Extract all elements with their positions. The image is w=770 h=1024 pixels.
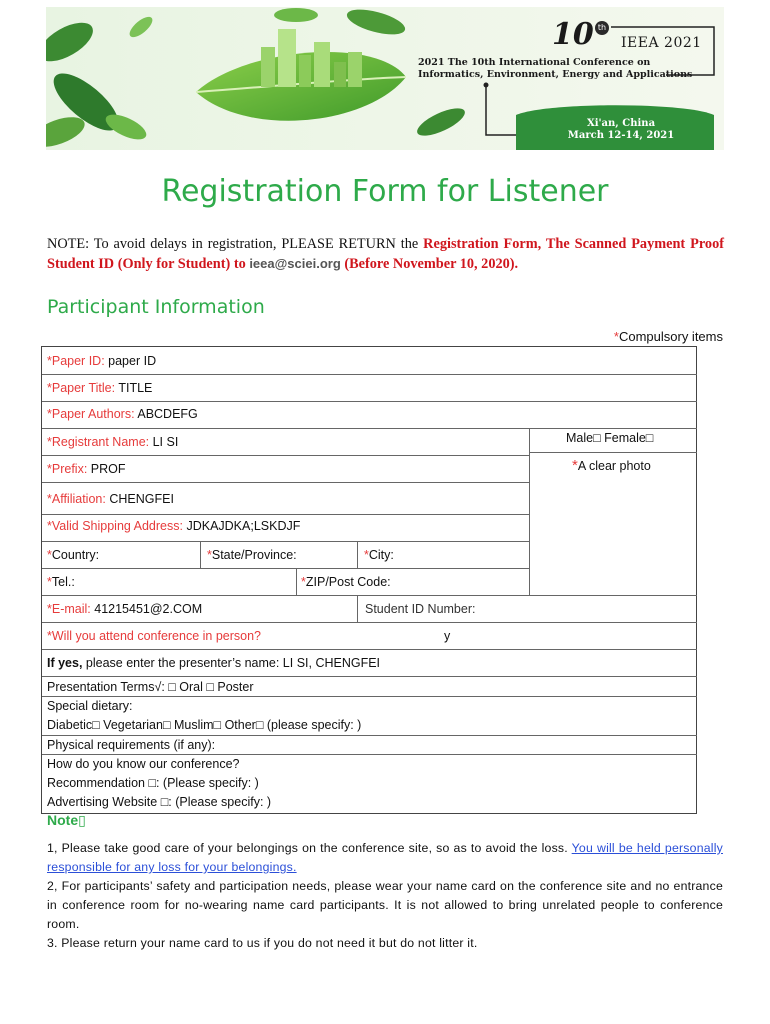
paper-title-field[interactable] <box>47 381 152 395</box>
paper-authors-value: ABCDEFG <box>137 407 198 421</box>
gender-checkboxes[interactable]: Male□ Female□ <box>566 431 654 445</box>
affiliation-field[interactable] <box>47 492 174 506</box>
email-label: *E-mail: <box>47 602 91 616</box>
student-id-field[interactable]: Student ID Number: <box>365 602 476 616</box>
city-field[interactable] <box>364 548 394 562</box>
note-deadline: (Before November 10, 2020). <box>340 256 519 272</box>
note-item-1 <box>47 839 723 877</box>
note-prefix: NOTE: To avoid delays in registration, PLEASE RETURN the <box>47 236 424 252</box>
shipping-address-value: JDKAJDKA;LSKDJF <box>186 519 301 533</box>
conference-banner <box>46 7 724 150</box>
page-title: Registration Form for Listener <box>161 174 609 209</box>
banner-conference-name <box>418 57 718 81</box>
banner-conference-line1: 2021 The 10th International Conference on <box>418 57 651 68</box>
presenter-name-field[interactable] <box>47 656 380 670</box>
paper-title-label: *Paper Title: <box>47 381 116 395</box>
return-instructions <box>47 234 724 274</box>
email-value: 41215451@2.COM <box>94 602 203 616</box>
paper-id-label: *Paper ID: <box>47 354 105 368</box>
shipping-address-label: *Valid Shipping Address: <box>47 519 183 533</box>
compulsory-text: Compulsory items <box>618 329 723 344</box>
attend-label: *Will you attend conference in person? <box>47 629 262 643</box>
zip-star: * <box>301 575 306 589</box>
notes-heading: Note▯ <box>47 812 86 828</box>
compulsory-star: * <box>613 329 619 344</box>
country-label: Country: <box>51 548 100 562</box>
banner-conference-line2: Informatics, Environment, Energy and Applications <box>418 69 693 80</box>
photo-label: A clear photo <box>577 459 651 473</box>
email-field[interactable] <box>47 602 202 616</box>
note-item-2: 2, For participants’ safety and participation needs, please wear your name card on the conference site and no entrance in conference room for no-wearing name card participants. It is not allowed to bring unrelated people to conference room. <box>47 879 723 931</box>
paper-authors-field[interactable] <box>47 407 198 421</box>
attend-question <box>47 629 261 643</box>
notes-list <box>47 839 723 953</box>
zip-label: ZIP/Post Code: <box>305 575 391 589</box>
prefix-label: *Prefix: <box>47 462 88 476</box>
referral-recommendation[interactable]: Recommendation □: (Please specify: ) <box>47 776 259 790</box>
prefix-value: PROF <box>90 462 126 476</box>
attend-answer[interactable]: y <box>444 629 451 643</box>
affiliation-value: CHENGFEI <box>109 492 174 506</box>
photo-slot[interactable] <box>572 457 651 474</box>
tel-field[interactable] <box>47 575 75 589</box>
diet-options[interactable]: Diabetic□ Vegetarian□ Muslim□ Other□ (please specify: ) <box>47 718 362 732</box>
banner-dates: March 12-14, 2021 <box>567 130 675 141</box>
presentation-terms[interactable]: Presentation Terms√: □ Oral □ Poster <box>47 680 254 694</box>
tel-label: Tel.: <box>51 575 75 589</box>
affiliation-label: *Affiliation: <box>47 492 106 506</box>
banner-edition-suffix: th <box>595 21 609 35</box>
registrant-name-field[interactable] <box>47 435 178 449</box>
note-item-1-text: 1, Please take good care of your belongings on the conference site, so as to avoid the loss. <box>47 841 572 855</box>
note-email-link[interactable]: ieea@sciei.org <box>249 256 341 271</box>
referral-advertising[interactable]: Advertising Website □: (Please specify: ) <box>47 795 272 809</box>
diet-title: Special dietary: <box>47 699 133 713</box>
note-required-docs: Registration Form, The Scanned Payment Proof Student ID (Only for Student) to <box>47 236 724 272</box>
compulsory-legend <box>614 329 723 344</box>
registrant-name-value: LI SI <box>152 435 179 449</box>
tel-star: * <box>47 575 52 589</box>
note-item-3: 3. Please return your name card to us if you do not need it but do not litter it. <box>47 936 478 950</box>
country-field[interactable] <box>47 548 99 562</box>
referral-title: How do you know our conference? <box>47 757 240 771</box>
if-yes-label: If yes, <box>47 656 83 670</box>
registrant-name-label: *Registrant Name: <box>47 435 150 449</box>
physical-requirements[interactable]: Physical requirements (if any): <box>47 738 216 752</box>
city-label: City: <box>368 548 394 562</box>
section-title: Participant Information <box>47 296 265 318</box>
paper-authors-label: *Paper Authors: <box>47 407 135 421</box>
paper-id-value: paper ID <box>108 354 157 368</box>
paper-id-field[interactable] <box>47 354 156 368</box>
prefix-field[interactable] <box>47 462 126 476</box>
presenter-name-text: please enter the presenter’s name: LI SI, CHENGFEI <box>82 656 381 670</box>
state-star: * <box>207 548 212 562</box>
participant-form <box>41 346 697 814</box>
country-star: * <box>47 548 52 562</box>
photo-star: * <box>572 457 578 474</box>
shipping-address-field[interactable] <box>47 519 300 533</box>
paper-title-value: TITLE <box>118 381 153 395</box>
banner-edition-number: 10 <box>552 17 594 52</box>
banner-conference-abbr: IEEA 2021 <box>621 35 702 51</box>
banner-city: Xi'an, China <box>586 118 656 129</box>
city-star: * <box>364 548 369 562</box>
state-field[interactable] <box>207 548 297 562</box>
banner-location <box>546 118 696 142</box>
note-item-1-link[interactable]: You will be held personally responsible for any loss for your belongings. <box>47 841 723 874</box>
state-label: State/Province: <box>211 548 297 562</box>
zip-field[interactable] <box>301 575 391 589</box>
